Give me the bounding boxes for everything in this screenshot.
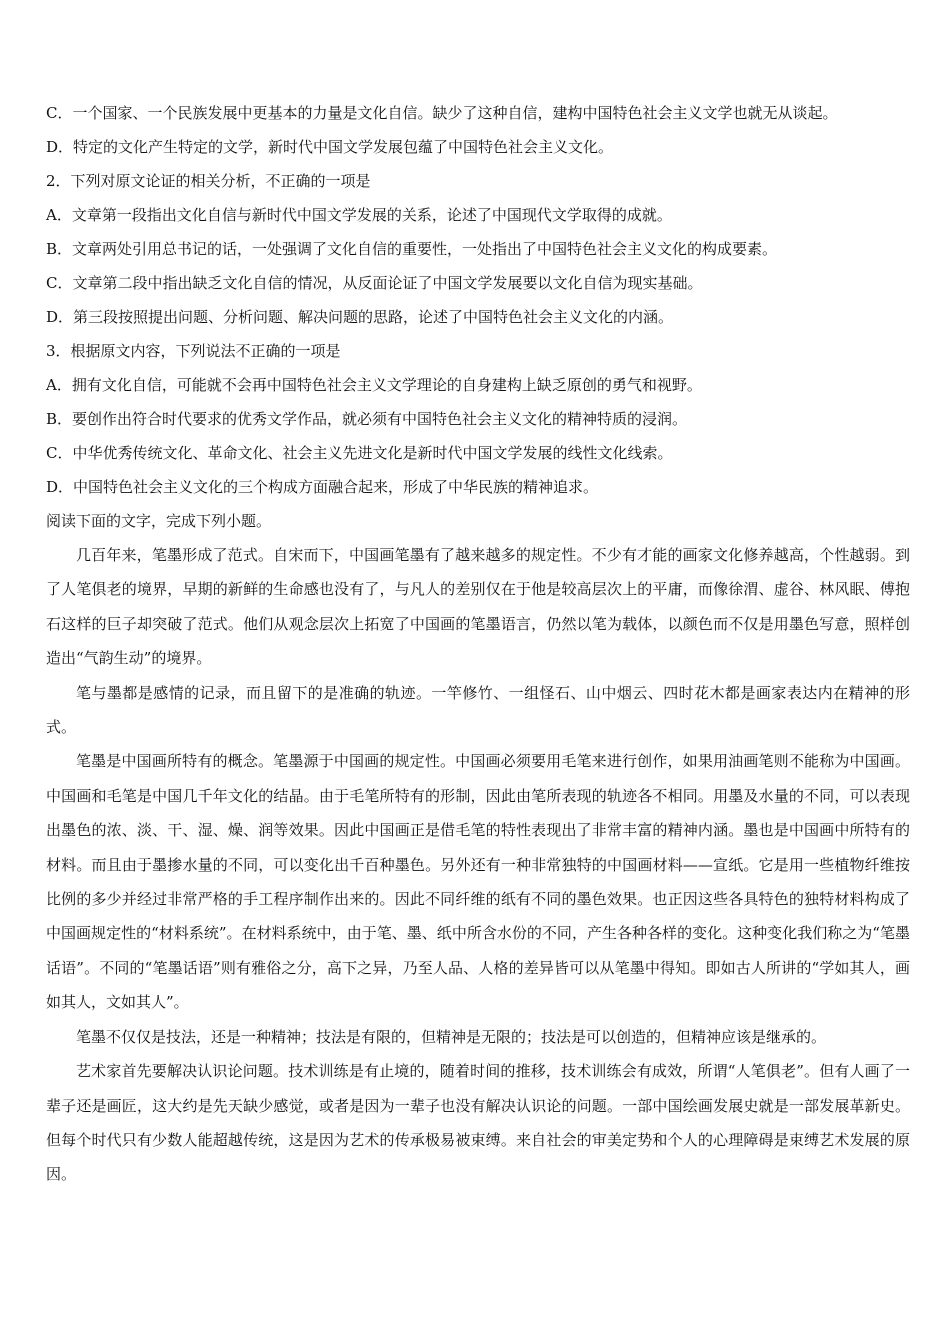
q1-option-d: D．特定的文化产生特定的文学，新时代中国文学发展包蕴了中国特色社会主义文化。: [46, 138, 614, 156]
q3-option-d: D．中国特色社会主义文化的三个构成方面融合起来，形成了中华民族的精神追求。: [46, 478, 599, 496]
q3-stem: 3．根据原文内容，下列说法不正确的一项是: [46, 342, 341, 360]
passage-paragraph-5: 艺术家首先要解决认识论问题。技术训练是有止境的，随着时间的推移，技术训练会有成效，所谓“人笔俱老”。但有人画了一辈子还是画匠，这大约是先天缺少感觉，或者是因为一辈子也没有解决认识论的问题。一部中国绘画发展史就是一部发展革新史。但每个时代只有少数人能超越传统，这是因为艺术的传承极易被束缚。来自社会的审美定势和个人的心理障碍是束缚艺术发展的原因。: [46, 1062, 910, 1184]
q3-option-a: A．拥有文化自信，可能就不会再中国特色社会主义文学理论的自身建构上缺乏原创的勇气和视野。: [46, 376, 702, 394]
passage-paragraph-3: 笔墨是中国画所特有的概念。笔墨源于中国画的规定性。中国画必须要用毛笔来进行创作，如果用油画笔则不能称为中国画。中国画和毛笔是中国几千年文化的结晶。由于毛笔所特有的形制，因此由笔所表现的轨迹各不相同。用墨及水量的不同，可以表现出墨色的浓、淡、干、湿、燥、润等效果。因此中国画正是借毛笔的特性表现出了非常丰富的精神内涵。墨也是中国画中所特有的材料。而且由于墨掺水量的不同，可以变化出千百种墨色。另外还有一种非常独特的中国画材料——宣纸。它是用一些植物纤维按比例的多少并经过非常严格的手工程序制作出来的。因此不同纤维的纸有不同的墨色效果。也正因这些各具特色的独特材料构成了中国画规定性的“材料系统”。在材料系统中，由于笔、墨、纸中所含水份的不同，产生各种各样的变化。这种变化我们称之为“笔墨话语”。不同的“笔墨话语”则有雅俗之分，高下之异，乃至人品、人格的差异皆可以从笔墨中得知。即如古人所讲的“学如其人，画如其人，文如其人”。: [46, 752, 910, 1012]
passage-paragraph-2: 笔与墨都是感情的记录，而且留下的是准确的轨迹。一竿修竹、一组怪石、山中烟云、四时花木都是画家表达内在精神的形式。: [46, 683, 910, 737]
document-page: [46, 96, 910, 1192]
q3-option-b: B．要创作出符合时代要求的优秀文学作品，就必须有中国特色社会主义文化的精神特质的浸润。: [46, 410, 688, 428]
q1-option-c: C．一个国家、一个民族发展中更基本的力量是文化自信。缺少了这种自信，建构中国特色社会主义文学也就无从谈起。: [46, 104, 838, 122]
q2-option-d: D．第三段按照提出问题、分析问题、解决问题的思路，论述了中国特色社会主义文化的内涵。: [46, 308, 674, 326]
q2-option-a: A．文章第一段指出文化自信与新时代中国文学发展的关系，论述了中国现代文学取得的成就。: [46, 206, 672, 224]
q2-stem: 2．下列对原文论证的相关分析，不正确的一项是: [46, 172, 371, 190]
passage-paragraph-1: 几百年来，笔墨形成了范式。自宋而下，中国画笔墨有了越来越多的规定性。不少有才能的画家文化修养越高，个性越弱。到了人笔俱老的境界，早期的新鲜的生命感也没有了，与凡人的差别仅在于他是较高层次上的平庸，而像徐渭、虚谷、林风眠、傅抱石这样的巨子却突破了范式。他们从观念层次上拓宽了中国画的笔墨语言，仍然以笔为载体，以颜色而不仅是用墨色写意，照样创造出“气韵生动”的境界。: [46, 546, 910, 668]
q3-option-c: C．中华优秀传统文化、革命文化、社会主义先进文化是新时代中国文学发展的线性文化线索。: [46, 444, 673, 462]
reading-instruction: 阅读下面的文字，完成下列小题。: [46, 512, 272, 530]
q2-option-b: B．文章两处引用总书记的话，一处强调了文化自信的重要性，一处指出了中国特色社会主义文化的构成要素。: [46, 240, 778, 258]
q2-option-c: C．文章第二段中指出缺乏文化自信的情况，从反面论证了中国文学发展要以文化自信为现实基础。: [46, 274, 703, 292]
passage-paragraph-4: 笔墨不仅仅是技法，还是一种精神；技法是有限的，但精神是无限的；技法是可以创造的，但精神应该是继承的。: [76, 1027, 827, 1046]
